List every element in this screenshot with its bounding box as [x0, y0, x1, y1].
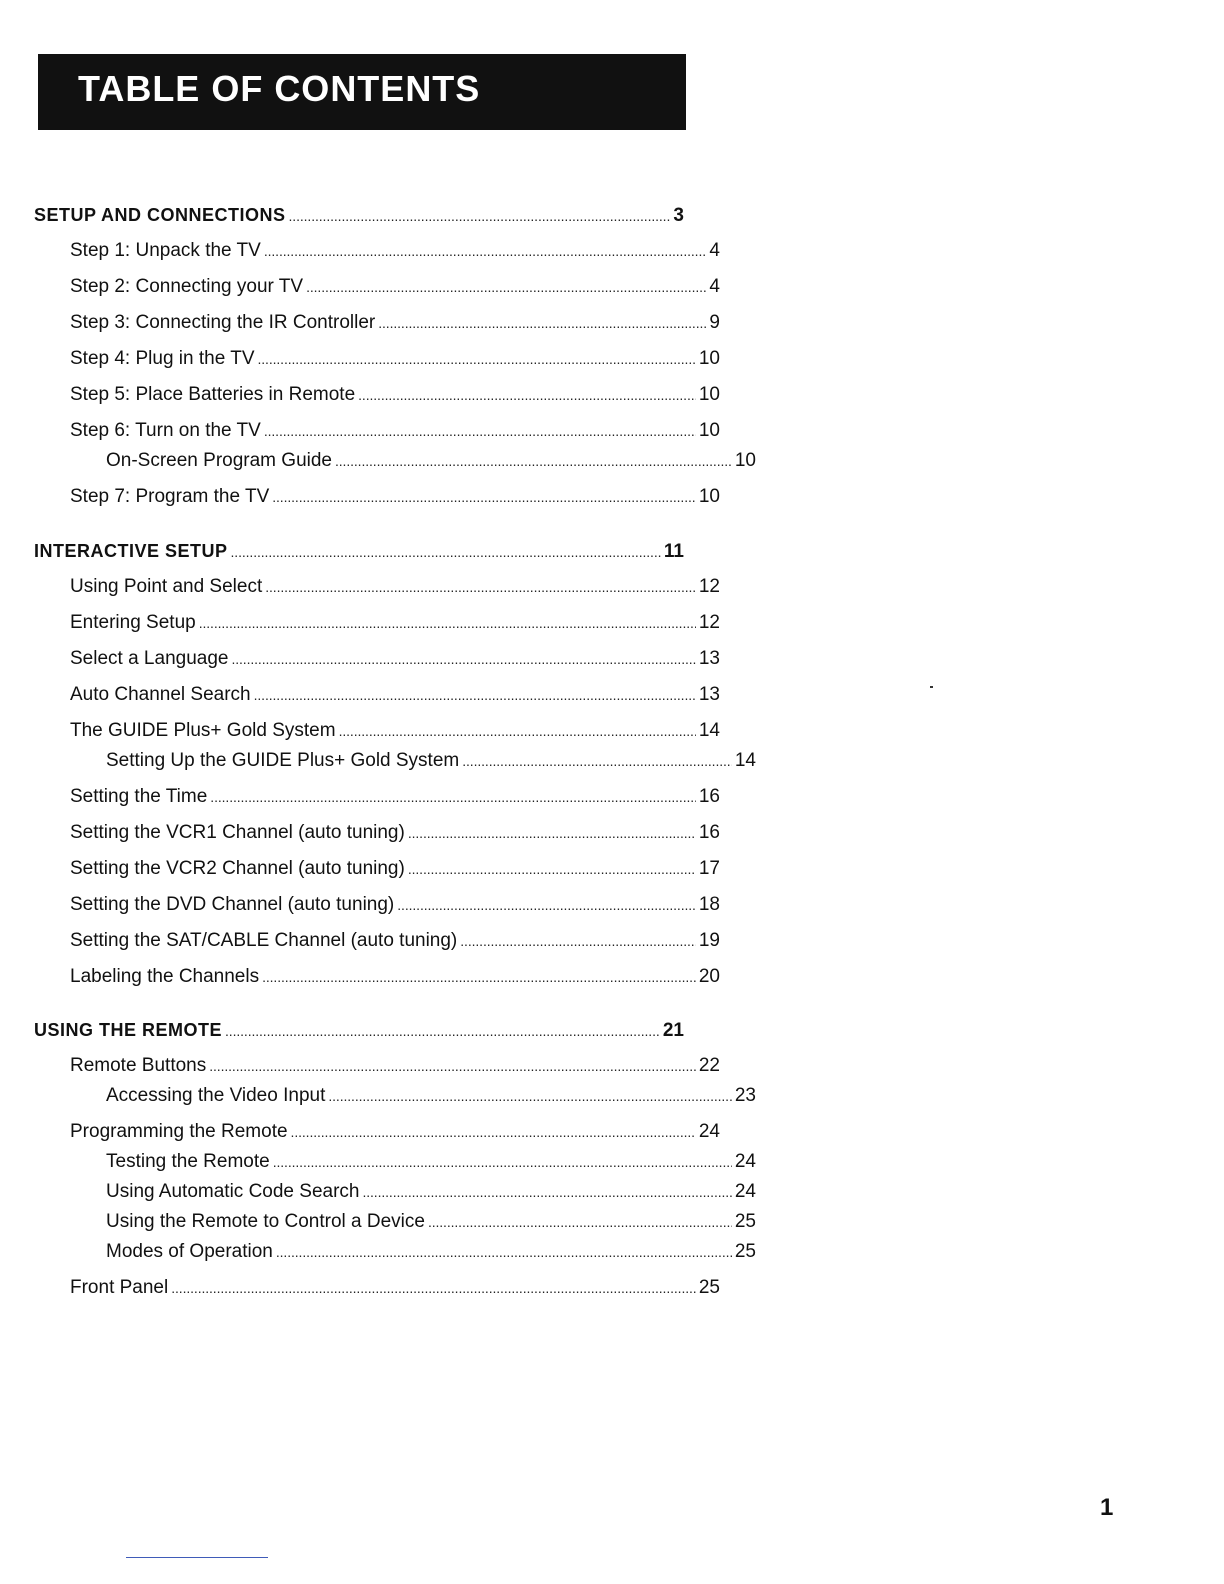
toc-entry-title: Remote Buttons [70, 1055, 207, 1076]
toc-page-number: 21 [662, 1020, 684, 1041]
dot-leader [291, 1119, 696, 1145]
toc-page-number: 11 [663, 541, 684, 562]
toc-page-number: 23 [734, 1085, 756, 1106]
dot-leader [328, 1083, 732, 1109]
footer-rule [126, 1557, 268, 1558]
toc-page-number: 10 [698, 348, 720, 369]
toc-subentry[interactable] [34, 1083, 756, 1109]
toc-entry[interactable] [34, 484, 720, 510]
toc-entry-title: INTERACTIVE SETUP [34, 541, 228, 561]
dot-leader [306, 274, 706, 300]
toc-entry-title: Select a Language [70, 648, 229, 669]
toc-entry-title: Using Automatic Code Search [106, 1181, 360, 1202]
toc-entry-title: Accessing the Video Input [106, 1085, 326, 1106]
toc-entry-title: Step 2: Connecting your TV [70, 276, 304, 297]
dot-leader [339, 718, 696, 744]
toc-page-number: 25 [698, 1277, 720, 1298]
toc-entry[interactable] [34, 382, 720, 408]
toc-entry-title: Labeling the Channels [70, 966, 260, 987]
toc-subentry[interactable] [34, 448, 756, 474]
toc-entry-title: Using the Remote to Control a Device [106, 1211, 425, 1232]
toc-entry[interactable] [34, 610, 720, 636]
scan-speck [930, 686, 933, 688]
dot-leader [460, 928, 696, 954]
dot-leader [264, 238, 707, 264]
toc-entry[interactable] [34, 310, 720, 336]
dot-leader [276, 1239, 732, 1265]
toc-entry[interactable] [34, 964, 720, 990]
dot-leader [199, 610, 696, 636]
toc-page-number: 3 [673, 205, 684, 226]
toc-page-number: 25 [734, 1211, 756, 1232]
dot-leader [264, 418, 696, 444]
dot-leader [254, 682, 696, 708]
toc-entry-title: Setting the VCR1 Channel (auto tuning) [70, 822, 405, 843]
toc-section-using-the-remote[interactable] [34, 1017, 684, 1043]
dot-leader [358, 382, 696, 408]
dot-leader [231, 646, 695, 672]
toc-section-setup-and-connections[interactable] [34, 202, 684, 228]
table-of-contents [34, 0, 756, 1584]
toc-page-number: 14 [734, 750, 756, 771]
toc-page-number: 13 [698, 684, 720, 705]
toc-entry-title: On-Screen Program Guide [106, 450, 332, 471]
dot-leader [231, 539, 661, 565]
toc-entry-title: Setting the VCR2 Channel (auto tuning) [70, 858, 405, 879]
toc-entry-title: Auto Channel Search [70, 684, 251, 705]
toc-entry-title: Step 6: Turn on the TV [70, 420, 261, 441]
toc-entry[interactable] [34, 574, 720, 600]
toc-page-number: 18 [698, 894, 720, 915]
toc-subentry[interactable] [34, 1149, 756, 1175]
dot-leader [265, 574, 696, 600]
toc-entry-title: Modes of Operation [106, 1241, 273, 1262]
toc-entry[interactable] [34, 274, 720, 300]
toc-entry-title: Entering Setup [70, 612, 196, 633]
toc-entry[interactable] [34, 1275, 720, 1301]
toc-page-number: 10 [698, 384, 720, 405]
toc-page-number: 16 [698, 822, 720, 843]
toc-page-number: 13 [698, 648, 720, 669]
toc-entry-title: Setting the DVD Channel (auto tuning) [70, 894, 395, 915]
toc-page-number: 10 [698, 420, 720, 441]
toc-entry-title: Setting the Time [70, 786, 208, 807]
toc-page-number: 12 [698, 576, 720, 597]
toc-entry-title: Step 5: Place Batteries in Remote [70, 384, 356, 405]
toc-subentry[interactable] [34, 1209, 756, 1235]
toc-entry-title: SETUP AND CONNECTIONS [34, 205, 286, 225]
dot-leader [289, 203, 671, 229]
toc-entry-title: Step 3: Connecting the IR Controller [70, 312, 376, 333]
dot-leader [210, 784, 696, 810]
dot-leader [258, 346, 696, 372]
toc-entry-title: Testing the Remote [106, 1151, 270, 1172]
toc-page-number: 10 [698, 486, 720, 507]
toc-page-number: 24 [698, 1121, 720, 1142]
toc-subentry[interactable] [34, 1179, 756, 1205]
toc-entry-title: Step 1: Unpack the TV [70, 240, 261, 261]
toc-entry[interactable] [34, 928, 720, 954]
toc-entry-title: Setting the SAT/CABLE Channel (auto tuning) [70, 930, 458, 951]
toc-page-number: 4 [709, 276, 720, 297]
dot-leader [262, 964, 696, 990]
toc-entry[interactable] [34, 682, 720, 708]
toc-subentry[interactable] [34, 748, 756, 774]
toc-page-number: 16 [698, 786, 720, 807]
toc-entry-title: Setting Up the GUIDE Plus+ Gold System [106, 750, 460, 771]
toc-entry-title: USING THE REMOTE [34, 1020, 223, 1040]
toc-entry[interactable] [34, 238, 720, 264]
toc-page-number: 4 [709, 240, 720, 261]
toc-page-number: 10 [734, 450, 756, 471]
toc-section-interactive-setup[interactable] [34, 538, 684, 564]
toc-entry-title: Step 4: Plug in the TV [70, 348, 255, 369]
toc-entry[interactable] [34, 718, 720, 744]
toc-entry[interactable] [34, 646, 720, 672]
dot-leader [362, 1179, 731, 1205]
dot-leader [273, 1149, 732, 1175]
dot-leader [225, 1018, 660, 1044]
toc-entry[interactable] [34, 784, 720, 810]
toc-page-number: 22 [698, 1055, 720, 1076]
toc-page-number: 14 [698, 720, 720, 741]
toc-page-number: 9 [709, 312, 720, 333]
toc-page-number: 19 [698, 930, 720, 951]
toc-entry-title: Front Panel [70, 1277, 169, 1298]
dot-leader [408, 820, 696, 846]
dot-leader [397, 892, 696, 918]
toc-page-number: 20 [698, 966, 720, 987]
toc-page-number: 24 [734, 1181, 756, 1202]
toc-entry[interactable] [34, 346, 720, 372]
dot-leader [462, 748, 732, 774]
dot-leader [378, 310, 706, 336]
toc-entry[interactable] [34, 1053, 720, 1079]
dot-leader [428, 1209, 732, 1235]
toc-page-number: 12 [698, 612, 720, 633]
toc-entry[interactable] [34, 892, 720, 918]
toc-entry[interactable] [34, 1119, 720, 1145]
toc-entry-title: The GUIDE Plus+ Gold System [70, 720, 336, 741]
toc-entry[interactable] [34, 820, 720, 846]
dot-leader [408, 856, 696, 882]
dot-leader [335, 448, 732, 474]
toc-page-number: 24 [734, 1151, 756, 1172]
toc-page-number: 25 [734, 1241, 756, 1262]
dot-leader [272, 484, 696, 510]
dot-leader [171, 1275, 696, 1301]
toc-entry-title: Programming the Remote [70, 1121, 288, 1142]
dot-leader [209, 1053, 696, 1079]
toc-entry[interactable] [34, 856, 720, 882]
toc-entry-title: Using Point and Select [70, 576, 263, 597]
toc-subentry[interactable] [34, 1239, 756, 1265]
page-title: TABLE OF CONTENTS [78, 68, 481, 109]
toc-entry-title: Step 7: Program the TV [70, 486, 270, 507]
toc-entry[interactable] [34, 418, 720, 444]
toc-page-number: 17 [698, 858, 720, 879]
page-number: 1 [1100, 1494, 1114, 1521]
